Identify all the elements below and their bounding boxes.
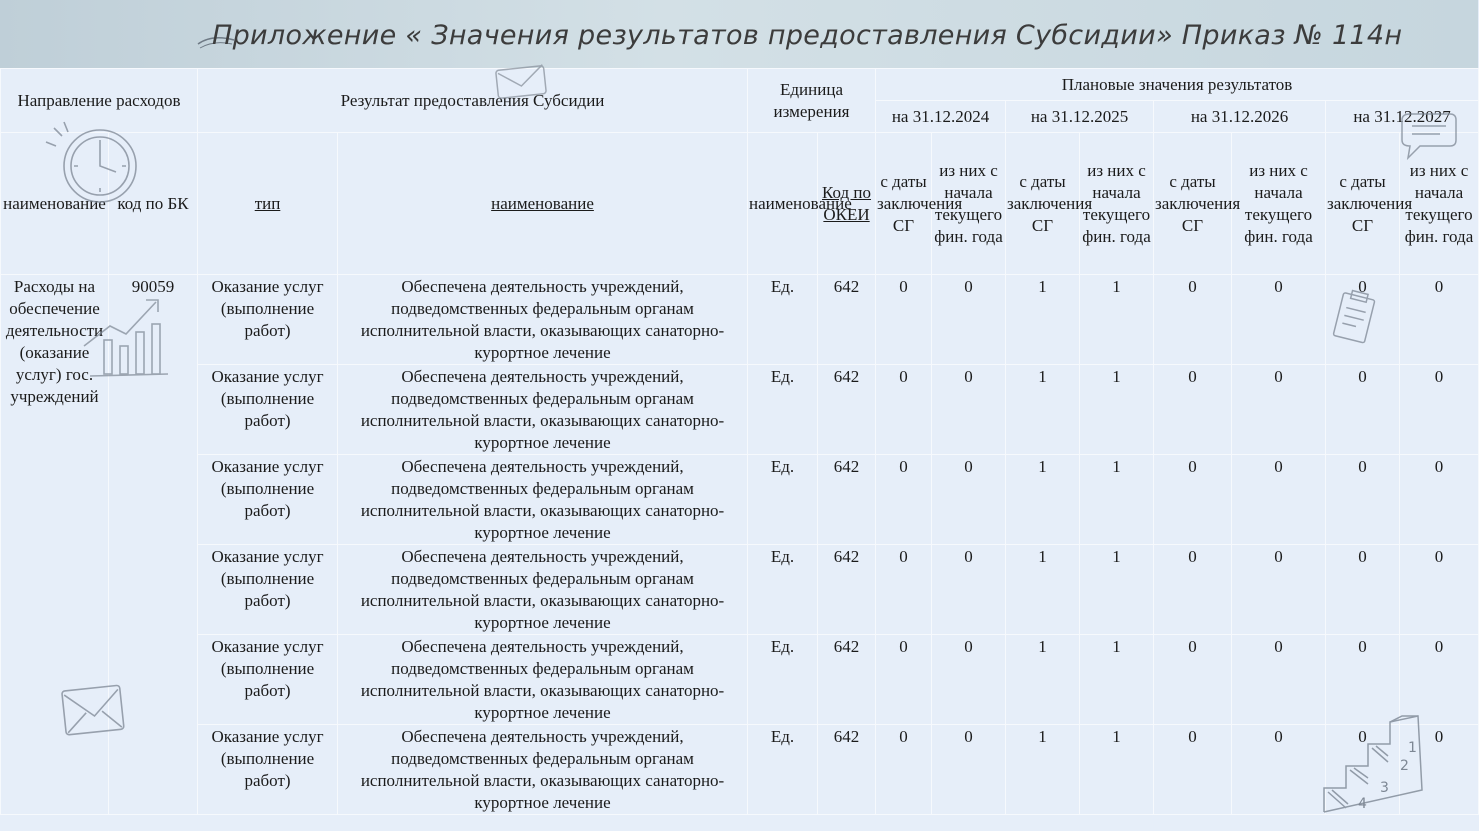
result-type: Оказание услуг (выполнение работ) xyxy=(198,725,338,815)
value-2025-from-sg: 1 xyxy=(1006,365,1080,455)
value-2027-since-year: 0 xyxy=(1400,275,1479,365)
value-2024-from-sg: 0 xyxy=(876,455,932,545)
stairs-label: 4 xyxy=(1358,796,1367,812)
value-2025-since-year: 1 xyxy=(1080,545,1154,635)
result-name: Обеспечена деятельность учреждений, подведомственных федеральным органам исполнительной власти, оказывающих санаторно-курортное лечение xyxy=(338,725,748,815)
header-since-year-2025: из них с начала текущего фин. года xyxy=(1080,133,1154,275)
value-2025-since-year: 1 xyxy=(1080,725,1154,815)
value-2025-since-year: 1 xyxy=(1080,635,1154,725)
value-2025-since-year: 1 xyxy=(1080,365,1154,455)
value-2024-from-sg: 0 xyxy=(876,275,932,365)
value-2027-from-sg: 0 xyxy=(1326,545,1400,635)
value-2026-since-year: 0 xyxy=(1232,365,1326,455)
value-2027-from-sg: 0 xyxy=(1326,275,1400,365)
value-2024-from-sg: 0 xyxy=(876,725,932,815)
header-result-name: наименование xyxy=(338,133,748,275)
stairs-icon xyxy=(1318,712,1430,822)
header-expense-direction: Направление расходов xyxy=(1,69,198,133)
result-type: Оказание услуг (выполнение работ) xyxy=(198,635,338,725)
header-from-sg-2025: с даты заключения СГ xyxy=(1006,133,1080,275)
header-planned-values: Плановые значения результатов xyxy=(876,69,1479,101)
value-2025-from-sg: 1 xyxy=(1006,635,1080,725)
result-name: Обеспечена деятельность учреждений, подведомственных федеральным органам исполнительной власти, оказывающих санаторно-курортное лечение xyxy=(338,275,748,365)
okei-code: 642 xyxy=(818,275,876,365)
value-2026-from-sg: 0 xyxy=(1154,365,1232,455)
header-type: тип xyxy=(198,133,338,275)
header-bk-code: код по БК xyxy=(109,133,198,275)
result-type: Оказание услуг (выполнение работ) xyxy=(198,275,338,365)
value-2024-since-year: 0 xyxy=(932,545,1006,635)
table-row xyxy=(1,455,1479,545)
unit-name: Ед. xyxy=(748,635,818,725)
value-2025-from-sg: 1 xyxy=(1006,545,1080,635)
value-2027-since-year: 0 xyxy=(1400,725,1479,815)
value-2026-since-year: 0 xyxy=(1232,725,1326,815)
header-from-sg-2026: с даты заключения СГ xyxy=(1154,133,1232,275)
value-2025-from-sg: 1 xyxy=(1006,275,1080,365)
header-period-2024: на 31.12.2024 xyxy=(876,101,1006,133)
results-table xyxy=(0,68,1479,815)
result-type: Оказание услуг (выполнение работ) xyxy=(198,455,338,545)
value-2027-since-year: 0 xyxy=(1400,455,1479,545)
unit-name: Ед. xyxy=(748,545,818,635)
value-2026-from-sg: 0 xyxy=(1154,455,1232,545)
value-2027-from-sg: 0 xyxy=(1326,365,1400,455)
okei-code: 642 xyxy=(818,365,876,455)
result-type: Оказание услуг (выполнение работ) xyxy=(198,365,338,455)
table-row xyxy=(1,275,1479,365)
header-from-sg-2027: с даты заключения СГ xyxy=(1326,133,1400,275)
value-2024-from-sg: 0 xyxy=(876,365,932,455)
result-name: Обеспечена деятельность учреждений, подведомственных федеральным органам исполнительной власти, оказывающих санаторно-курортное лечение xyxy=(338,545,748,635)
result-name: Обеспечена деятельность учреждений, подведомственных федеральным органам исполнительной власти, оказывающих санаторно-курортное лечение xyxy=(338,365,748,455)
table-row xyxy=(1,545,1479,635)
value-2027-from-sg: 0 xyxy=(1326,725,1400,815)
value-2026-from-sg: 0 xyxy=(1154,635,1232,725)
stairs-label: 2 xyxy=(1400,758,1409,774)
title-bar xyxy=(0,0,1478,68)
value-2024-from-sg: 0 xyxy=(876,545,932,635)
value-2026-since-year: 0 xyxy=(1232,545,1326,635)
expense-name: Расходы на обеспечение деятельности (оказание услуг) гос. учреждений xyxy=(1,275,109,815)
value-2026-from-sg: 0 xyxy=(1154,545,1232,635)
header-subsidy-result: Результат предоставления Субсидии xyxy=(198,69,748,133)
expense-code: 90059 xyxy=(109,275,198,815)
envelope-icon xyxy=(58,680,130,742)
value-2026-since-year: 0 xyxy=(1232,455,1326,545)
growth-chart-icon xyxy=(80,290,172,382)
clock-icon xyxy=(42,122,146,206)
okei-code: 642 xyxy=(818,455,876,545)
unit-name: Ед. xyxy=(748,725,818,815)
header-since-year-2024: из них с начала текущего фин. года xyxy=(932,133,1006,275)
value-2027-from-sg: 0 xyxy=(1326,635,1400,725)
header-since-year-2026: из них с начала текущего фин. года xyxy=(1232,133,1326,275)
stairs-label: 1 xyxy=(1408,740,1417,756)
result-type: Оказание услуг (выполнение работ) xyxy=(198,545,338,635)
note-pad-icon xyxy=(1328,288,1382,348)
page-title: Приложение « Значения результатов предоставления Субсидии» Приказ № 114н xyxy=(212,20,1403,51)
table-row xyxy=(1,635,1479,725)
unit-name: Ед. xyxy=(748,275,818,365)
table-row xyxy=(1,725,1479,815)
okei-code: 642 xyxy=(818,635,876,725)
value-2027-since-year: 0 xyxy=(1400,365,1479,455)
unit-name: Ед. xyxy=(748,365,818,455)
value-2024-since-year: 0 xyxy=(932,635,1006,725)
header-expense-name: наименование xyxy=(1,133,109,275)
value-2026-since-year: 0 xyxy=(1232,635,1326,725)
result-name: Обеспечена деятельность учреждений, подведомственных федеральным органам исполнительной власти, оказывающих санаторно-курортное лечение xyxy=(338,455,748,545)
unit-name: Ед. xyxy=(748,455,818,545)
value-2026-from-sg: 0 xyxy=(1154,725,1232,815)
value-2025-from-sg: 1 xyxy=(1006,725,1080,815)
envelope-icon xyxy=(494,62,550,102)
header-since-year-2027: из них с начала текущего фин. года xyxy=(1400,133,1479,275)
okei-code: 642 xyxy=(818,545,876,635)
value-2025-since-year: 1 xyxy=(1080,455,1154,545)
value-2024-from-sg: 0 xyxy=(876,635,932,725)
value-2027-since-year: 0 xyxy=(1400,635,1479,725)
value-2024-since-year: 0 xyxy=(932,725,1006,815)
header-unit: Единица измерения xyxy=(748,69,876,133)
value-2025-since-year: 1 xyxy=(1080,275,1154,365)
header-period-2027: на 31.12.2027 xyxy=(1326,101,1479,133)
stairs-label: 3 xyxy=(1380,780,1389,796)
value-2027-from-sg: 0 xyxy=(1326,455,1400,545)
result-name: Обеспечена деятельность учреждений, подведомственных федеральным органам исполнительной власти, оказывающих санаторно-курортное лечение xyxy=(338,635,748,725)
value-2027-since-year: 0 xyxy=(1400,545,1479,635)
header-period-2025: на 31.12.2025 xyxy=(1006,101,1154,133)
value-2025-from-sg: 1 xyxy=(1006,455,1080,545)
table-row xyxy=(1,365,1479,455)
okei-code: 642 xyxy=(818,725,876,815)
value-2026-since-year: 0 xyxy=(1232,275,1326,365)
header-unit-name: наименование xyxy=(748,133,818,275)
header-from-sg-2024: с даты заключения СГ xyxy=(876,133,932,275)
header-okei-code: Код по ОКЕИ xyxy=(818,133,876,275)
value-2026-from-sg: 0 xyxy=(1154,275,1232,365)
header-period-2026: на 31.12.2026 xyxy=(1154,101,1326,133)
value-2024-since-year: 0 xyxy=(932,455,1006,545)
value-2024-since-year: 0 xyxy=(932,275,1006,365)
value-2024-since-year: 0 xyxy=(932,365,1006,455)
speech-bubble-icon xyxy=(1396,112,1460,164)
